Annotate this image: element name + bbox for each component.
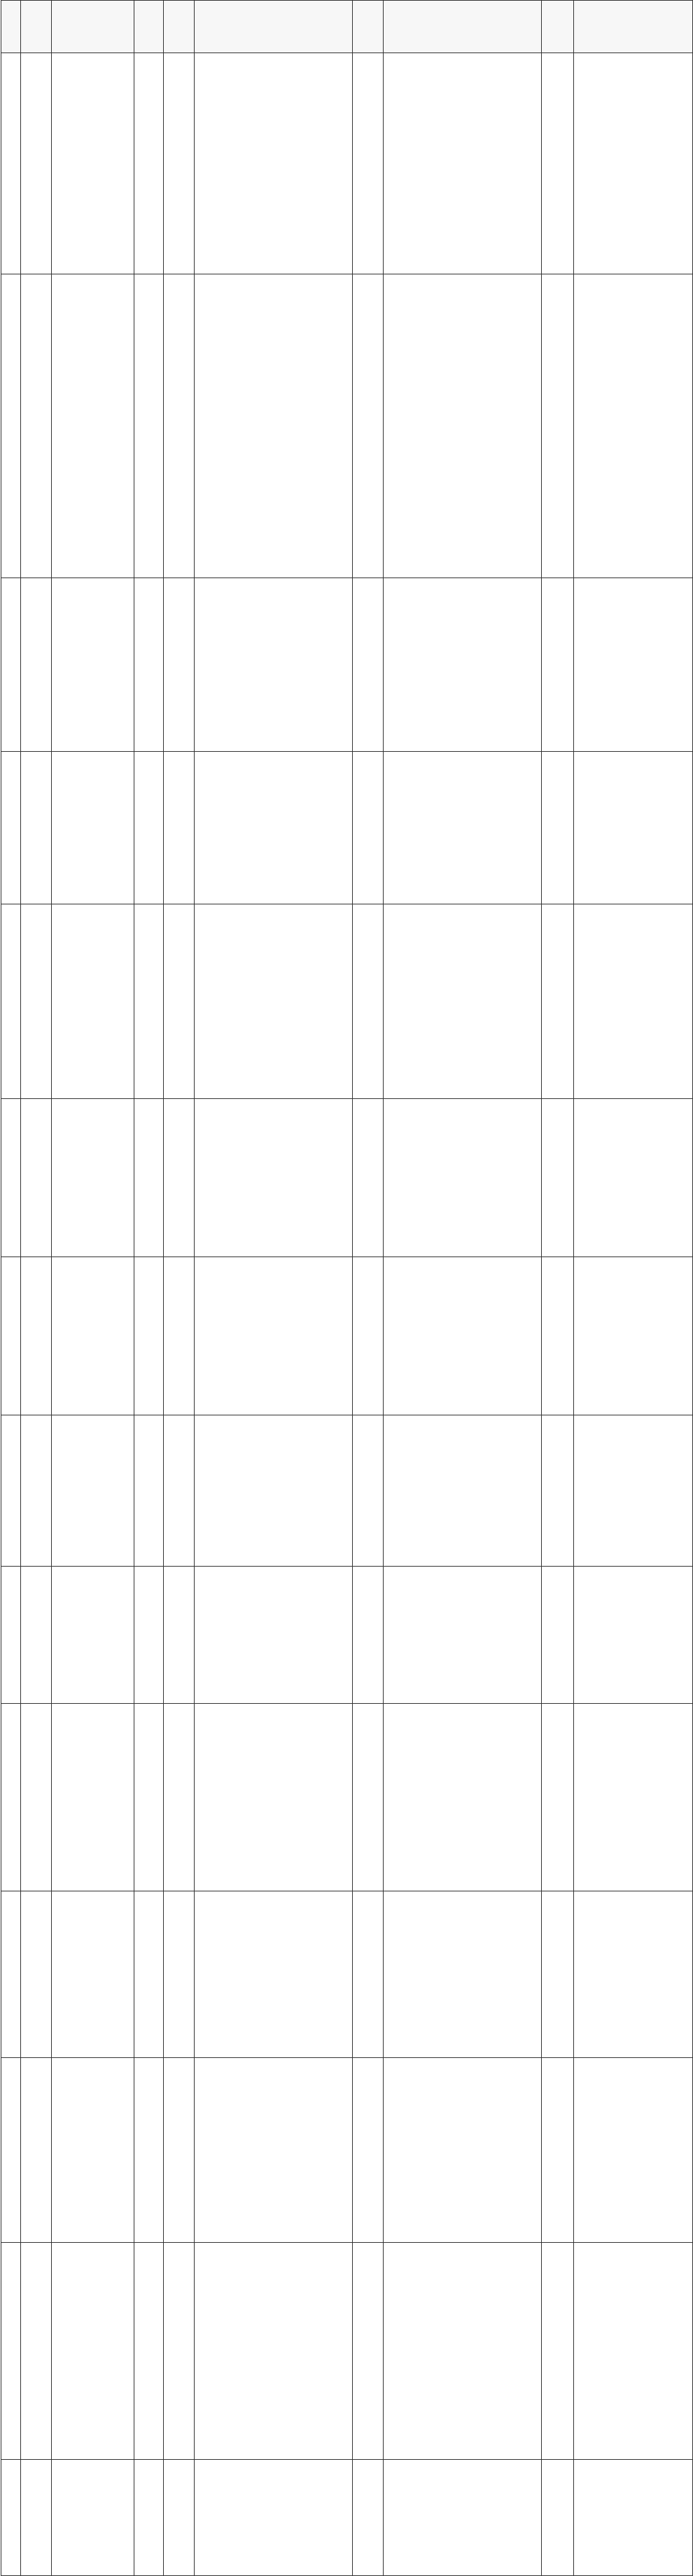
cell-desc (52, 578, 134, 752)
table-row (1, 578, 693, 752)
cell-check (195, 1567, 353, 1704)
cell-responsible (574, 904, 693, 1099)
cell-done (542, 1415, 574, 1567)
cell-no (1, 752, 21, 904)
cell-check (195, 1704, 353, 1891)
cell-handling (384, 2460, 542, 2576)
cell-check (195, 904, 353, 1099)
cell-type (164, 752, 195, 904)
cell-responsible (574, 1099, 693, 1257)
cell-desc (52, 1704, 134, 1891)
cell-handling (384, 1567, 542, 1704)
cell-type (164, 904, 195, 1099)
cell-type (164, 274, 195, 578)
cell-desc (52, 274, 134, 578)
cell-type (164, 1704, 195, 1891)
cell-check (195, 1257, 353, 1415)
table-row (1, 1704, 693, 1891)
cell-no (1, 1415, 21, 1567)
cell-responsible (574, 274, 693, 578)
cell-check (195, 2058, 353, 2243)
cell-no (1, 1567, 21, 1704)
table-row (1, 1257, 693, 1415)
cell-check (195, 1891, 353, 2058)
table-row (1, 1415, 693, 1567)
table-row (1, 274, 693, 578)
header-row (1, 1, 693, 53)
cell-district (134, 1257, 164, 1415)
cell-type (164, 1567, 195, 1704)
cell-handling (384, 752, 542, 904)
cell-check (195, 2243, 353, 2460)
cell-district (134, 1099, 164, 1257)
cell-done (542, 1099, 574, 1257)
cell-district (134, 53, 164, 274)
cell-type (164, 53, 195, 274)
cell-district (134, 2058, 164, 2243)
cell-desc (52, 1099, 134, 1257)
cell-district (134, 1567, 164, 1704)
cell-responsible (574, 2058, 693, 2243)
table-row (1, 1567, 693, 1704)
cell-done (542, 2460, 574, 2576)
table-row (1, 752, 693, 904)
cell-code (21, 1099, 52, 1257)
cell-done (542, 2243, 574, 2460)
header-done (542, 1, 574, 53)
cell-type (164, 1415, 195, 1567)
cell-desc (52, 2058, 134, 2243)
cell-district (134, 274, 164, 578)
cell-responsible (574, 1257, 693, 1415)
cell-type (164, 2058, 195, 2243)
cell-district (134, 2243, 164, 2460)
cell-no (1, 2243, 21, 2460)
cell-handling (384, 1099, 542, 1257)
header-district (134, 1, 164, 53)
cell-code (21, 1704, 52, 1891)
table-row (1, 904, 693, 1099)
cell-desc (52, 2460, 134, 2576)
cell-handling (384, 53, 542, 274)
cell-done (542, 578, 574, 752)
cell-code (21, 2058, 52, 2243)
cell-handling (384, 2243, 542, 2460)
cell-no (1, 1099, 21, 1257)
header-responsible (574, 1, 693, 53)
cell-done (542, 1704, 574, 1891)
cell-desc (52, 1257, 134, 1415)
cell-check (195, 274, 353, 578)
cell-district (134, 578, 164, 752)
cell-desc (52, 1567, 134, 1704)
cell-code (21, 1257, 52, 1415)
cell-handling (384, 1257, 542, 1415)
cell-responsible (574, 2243, 693, 2460)
cell-no (1, 904, 21, 1099)
table-row (1, 2460, 693, 2576)
cell-responsible (574, 1415, 693, 1567)
cell-no (1, 53, 21, 274)
cell-done (542, 752, 574, 904)
cell-desc (52, 1891, 134, 2058)
cell-district (134, 2460, 164, 2576)
cell-verified (353, 2243, 384, 2460)
cell-responsible (574, 578, 693, 752)
cell-type (164, 1891, 195, 2058)
header-code (21, 1, 52, 53)
cell-code (21, 1415, 52, 1567)
table-row (1, 2058, 693, 2243)
cell-check (195, 2460, 353, 2576)
cell-done (542, 2058, 574, 2243)
cell-district (134, 904, 164, 1099)
cell-code (21, 578, 52, 752)
cell-responsible (574, 53, 693, 274)
cell-done (542, 1257, 574, 1415)
cell-district (134, 1891, 164, 2058)
cell-verified (353, 1567, 384, 1704)
cell-verified (353, 1704, 384, 1891)
cell-handling (384, 1891, 542, 2058)
cell-verified (353, 1415, 384, 1567)
cell-check (195, 578, 353, 752)
header-desc (52, 1, 134, 53)
cell-verified (353, 274, 384, 578)
cell-type (164, 1099, 195, 1257)
cell-type (164, 578, 195, 752)
table-row (1, 2243, 693, 2460)
cell-verified (353, 1257, 384, 1415)
header-type (164, 1, 195, 53)
cell-desc (52, 1415, 134, 1567)
cell-code (21, 752, 52, 904)
cell-code (21, 53, 52, 274)
cell-type (164, 1257, 195, 1415)
cell-verified (353, 1099, 384, 1257)
cell-desc (52, 2243, 134, 2460)
cell-district (134, 1415, 164, 1567)
cell-responsible (574, 1567, 693, 1704)
cell-no (1, 1257, 21, 1415)
cell-no (1, 578, 21, 752)
cell-verified (353, 53, 384, 274)
cell-code (21, 904, 52, 1099)
cell-code (21, 2243, 52, 2460)
cell-no (1, 2058, 21, 2243)
cell-done (542, 1891, 574, 2058)
cell-district (134, 752, 164, 904)
cell-verified (353, 904, 384, 1099)
cell-no (1, 274, 21, 578)
cell-check (195, 53, 353, 274)
cell-check (195, 1415, 353, 1567)
cell-handling (384, 578, 542, 752)
table-row (1, 1099, 693, 1257)
cell-type (164, 2460, 195, 2576)
table (1, 0, 693, 2576)
cell-desc (52, 904, 134, 1099)
cell-check (195, 752, 353, 904)
cell-no (1, 2460, 21, 2576)
cell-code (21, 2460, 52, 2576)
header-verified (353, 1, 384, 53)
cell-district (134, 1704, 164, 1891)
cell-no (1, 1704, 21, 1891)
table-row (1, 1891, 693, 2058)
cell-code (21, 1567, 52, 1704)
header-no (1, 1, 21, 53)
cell-check (195, 1099, 353, 1257)
cell-verified (353, 2058, 384, 2243)
cell-verified (353, 2460, 384, 2576)
cell-done (542, 904, 574, 1099)
cell-verified (353, 578, 384, 752)
cell-done (542, 1567, 574, 1704)
cell-handling (384, 1704, 542, 1891)
cell-responsible (574, 1704, 693, 1891)
cell-handling (384, 2058, 542, 2243)
cell-verified (353, 1891, 384, 2058)
cell-desc (52, 752, 134, 904)
cell-handling (384, 904, 542, 1099)
cell-responsible (574, 1891, 693, 2058)
header-check (195, 1, 353, 53)
cell-verified (353, 752, 384, 904)
cell-done (542, 274, 574, 578)
cell-handling (384, 1415, 542, 1567)
cell-type (164, 2243, 195, 2460)
cell-done (542, 53, 574, 274)
cell-responsible (574, 752, 693, 904)
header-handling (384, 1, 542, 53)
cell-code (21, 274, 52, 578)
cell-desc (52, 53, 134, 274)
cell-handling (384, 274, 542, 578)
table-row (1, 53, 693, 274)
cell-code (21, 1891, 52, 2058)
cell-no (1, 1891, 21, 2058)
cell-responsible (574, 2460, 693, 2576)
